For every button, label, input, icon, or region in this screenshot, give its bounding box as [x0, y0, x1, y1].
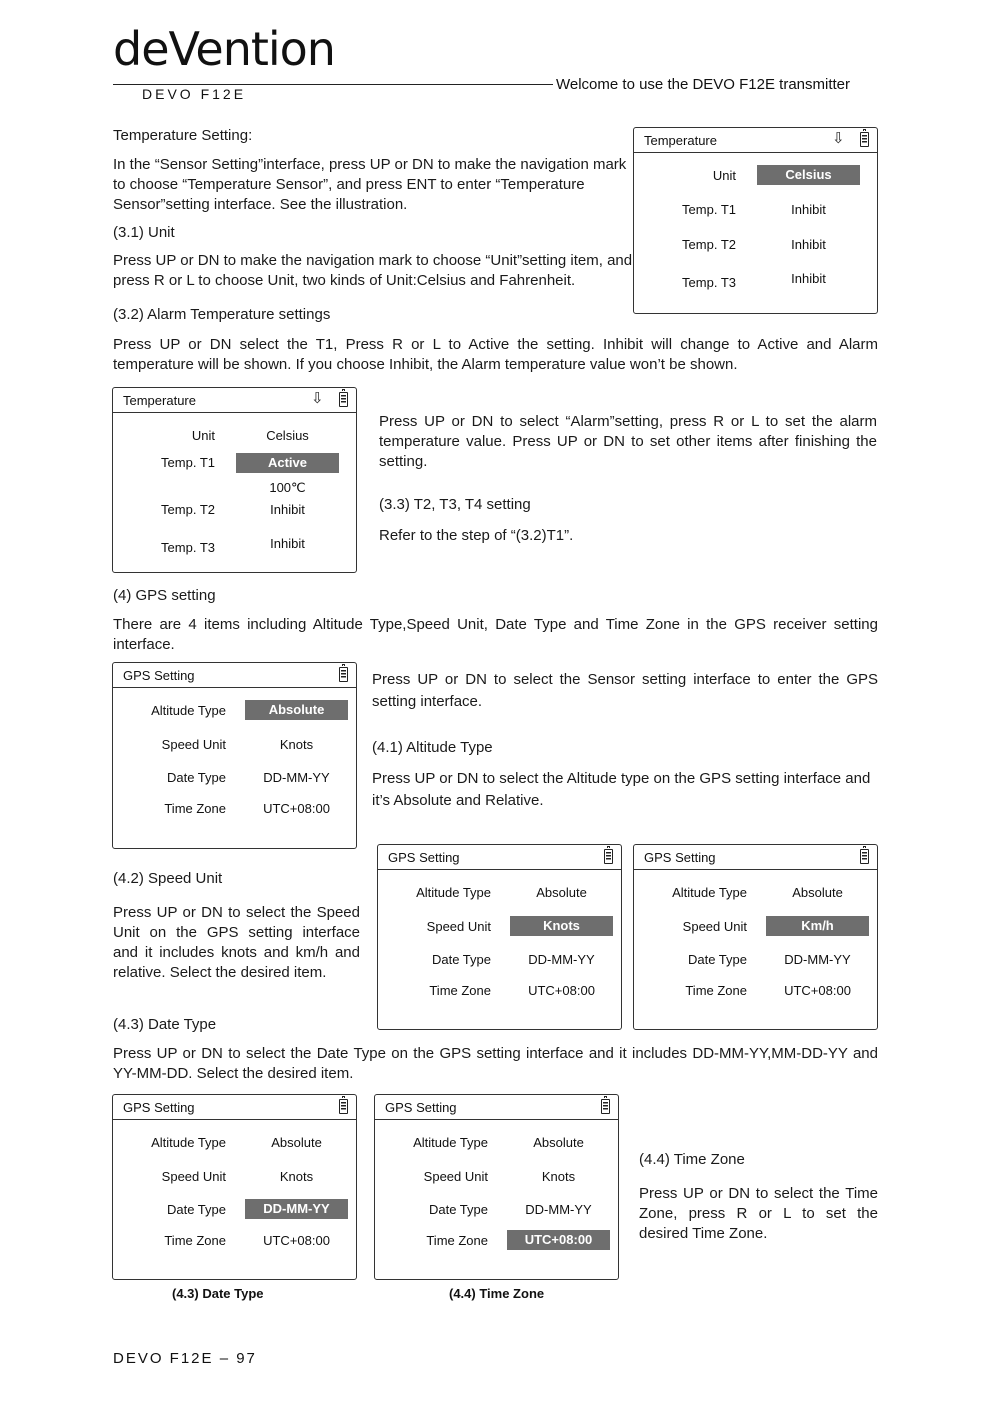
- gps-enter-text: Press UP or DN to select the Sensor setting interface to enter the GPS setting interface.: [372, 671, 878, 710]
- t3-value: Inhibit: [791, 271, 826, 286]
- timezone-value: UTC+08:00: [528, 983, 595, 998]
- timezone-text: Press UP or DN to select the Time Zone, press R or L to set the desired Time Zone.: [639, 1185, 878, 1242]
- t2-label: Temp. T2: [161, 502, 215, 517]
- unit-label: Unit: [712, 168, 736, 183]
- timezone-label: Time Zone: [429, 983, 491, 998]
- temperature-panel-2: [112, 387, 357, 573]
- date-label: Date Type: [428, 1202, 488, 1217]
- t1-label: Temp. T1: [161, 455, 215, 470]
- altitude-label: Altitude Type: [416, 885, 491, 900]
- timezone-value: UTC+08:00: [263, 1233, 330, 1248]
- brand-logo: deVention: [113, 22, 335, 76]
- timezone-label: Time Zone: [685, 983, 747, 998]
- speed-label: Speed Unit: [423, 1169, 488, 1184]
- altitude-value: Absolute: [792, 885, 843, 900]
- panel-title: Temperature: [644, 133, 717, 148]
- temperature-panel-1: [633, 127, 878, 314]
- speed-value-selected: Km/h: [766, 916, 869, 936]
- date-label: Date Type: [431, 952, 491, 967]
- altitude-label: Altitude Type: [151, 703, 226, 718]
- temp-title: Temperature Setting:: [113, 127, 253, 144]
- t1-alarm-value: 100℃: [269, 480, 306, 495]
- date-label: Date Type: [166, 1202, 226, 1217]
- altitude-heading: (4.1) Altitude Type: [372, 739, 493, 756]
- t1-value: Inhibit: [791, 202, 826, 217]
- date-value: DD-MM-YY: [528, 952, 595, 967]
- date-label: Date Type: [166, 770, 226, 785]
- header-welcome: Welcome to use the DEVO F12E transmitter: [556, 76, 851, 93]
- battery-icon: [860, 132, 869, 147]
- gps-panel-date: [112, 1094, 357, 1280]
- page-footer: DEVO F12E – 97: [113, 1350, 257, 1367]
- speed-label: Speed Unit: [426, 919, 491, 934]
- gps-panel-speed-kmh: [633, 844, 878, 1030]
- gps-panel-timezone: [374, 1094, 619, 1280]
- altitude-value: Absolute: [536, 885, 587, 900]
- unit-text: Press UP or DN to make the navigation mark to choose “Unit”setting item, and press R or L to choose Unit, two kinds of Unit:Celsius and Fahrenheit.: [113, 252, 633, 289]
- t1-value-selected: Active: [236, 453, 339, 473]
- caption-date-type: (4.3) Date Type: [172, 1286, 264, 1301]
- altitude-label: Altitude Type: [672, 885, 747, 900]
- t2-text: Refer to the step of “(3.2)T1”.: [379, 527, 574, 544]
- battery-icon: [604, 849, 613, 864]
- battery-icon: [339, 392, 348, 407]
- altitude-text: Press UP or DN to select the Altitude type on the GPS setting interface and it’s Absolute and Relative.: [372, 770, 871, 809]
- panel-title-bar: [113, 663, 356, 688]
- gps-heading: (4) GPS setting: [113, 587, 216, 604]
- gps-intro: There are 4 items including Altitude Type,Speed Unit, Date Type and Time Zone in the GPS receiver setting interface.: [113, 616, 878, 653]
- date-label: Date Type: [687, 952, 747, 967]
- date-value-selected: DD-MM-YY: [245, 1199, 348, 1219]
- alarm-text: Press UP or DN select the T1, Press R or L to Active the setting. Inhibit will change to Active and Alarm temperature will be shown. If you choose Inhibit, the Alarm temperature value won’t be shown.: [113, 336, 878, 373]
- temp-intro: In the “Sensor Setting”interface, press UP or DN to make the navigation mark to choose “Temperature Sensor”, and press ENT to enter “Temperature Sensor”setting interface. See the illustration.: [113, 156, 627, 213]
- caption-time-zone: (4.4) Time Zone: [449, 1286, 545, 1301]
- date-heading: (4.3) Date Type: [113, 1016, 217, 1033]
- altitude-value: Absolute: [533, 1135, 584, 1150]
- speed-value: Knots: [279, 1169, 314, 1184]
- alarm-heading: (3.2) Alarm Temperature settings: [113, 306, 331, 323]
- t3-label: Temp. T3: [682, 275, 736, 290]
- speed-value-selected: Knots: [510, 916, 613, 936]
- panel-title: GPS Setting: [385, 1100, 457, 1115]
- panel-title: Temperature: [123, 393, 196, 408]
- down-arrow-icon: ⇩: [311, 390, 324, 407]
- down-arrow-icon: ⇩: [832, 130, 845, 147]
- altitude-value-selected: Absolute: [245, 700, 348, 720]
- unit-value: Celsius: [266, 428, 309, 443]
- panel-title: GPS Setting: [123, 668, 195, 683]
- altitude-label: Altitude Type: [413, 1135, 488, 1150]
- panel-title: GPS Setting: [644, 850, 716, 865]
- unit-heading: (3.1) Unit: [113, 224, 175, 241]
- timezone-value-selected: UTC+08:00: [507, 1230, 610, 1250]
- t3-value: Inhibit: [270, 536, 305, 551]
- panel-title-bar: [113, 1095, 356, 1120]
- date-value: DD-MM-YY: [525, 1202, 592, 1217]
- panel-title-bar: [378, 845, 621, 870]
- t1-label: Temp. T1: [682, 202, 736, 217]
- battery-icon: [860, 849, 869, 864]
- speed-heading: (4.2) Speed Unit: [113, 870, 223, 887]
- header-rule: [113, 84, 553, 85]
- panel-title: GPS Setting: [123, 1100, 195, 1115]
- battery-icon: [601, 1099, 610, 1114]
- timezone-label: Time Zone: [426, 1233, 488, 1248]
- t2-value: Inhibit: [791, 237, 826, 252]
- t3-label: Temp. T3: [161, 540, 215, 555]
- speed-label: Speed Unit: [161, 737, 226, 752]
- battery-icon: [339, 667, 348, 682]
- timezone-value: UTC+08:00: [263, 801, 330, 816]
- battery-icon: [339, 1099, 348, 1114]
- speed-value: Knots: [541, 1169, 576, 1184]
- gps-panel-speed-knots: [377, 844, 622, 1030]
- t2-value: Inhibit: [270, 502, 305, 517]
- panel-title-bar: [634, 845, 877, 870]
- date-text: Press UP or DN to select the Date Type on the GPS setting interface and it includes DD-MM-YY,MM-DD-YY and YY-MM-DD. Select the desired item.: [113, 1045, 878, 1082]
- t2-heading: (3.3) T2, T3, T4 setting: [379, 496, 531, 513]
- unit-value-selected: Celsius: [757, 165, 860, 185]
- speed-value: Knots: [279, 737, 314, 752]
- speed-label: Speed Unit: [682, 919, 747, 934]
- panel-title-bar: [375, 1095, 618, 1120]
- timezone-label: Time Zone: [164, 801, 226, 816]
- alarm-side-text: Press UP or DN to select “Alarm”setting, press R or L to set the alarm temperature value. Press UP or DN to set other items after finishing the setting.: [379, 413, 877, 470]
- speed-label: Speed Unit: [161, 1169, 226, 1184]
- date-value: DD-MM-YY: [784, 952, 851, 967]
- timezone-heading: (4.4) Time Zone: [639, 1151, 745, 1168]
- altitude-value: Absolute: [271, 1135, 322, 1150]
- altitude-label: Altitude Type: [151, 1135, 226, 1150]
- unit-label: Unit: [191, 428, 215, 443]
- timezone-value: UTC+08:00: [784, 983, 851, 998]
- speed-text: Press UP or DN to select the Speed Unit on the GPS setting interface and it includes knots and km/h and relative. Select the desired item.: [113, 904, 360, 981]
- panel-title-bar: [113, 388, 356, 413]
- model-name: DEVO F12E: [142, 86, 247, 102]
- panel-title-bar: [634, 128, 877, 153]
- date-value: DD-MM-YY: [263, 770, 330, 785]
- panel-title: GPS Setting: [388, 850, 460, 865]
- t2-label: Temp. T2: [682, 237, 736, 252]
- timezone-label: Time Zone: [164, 1233, 226, 1248]
- gps-panel-altitude: [112, 662, 357, 849]
